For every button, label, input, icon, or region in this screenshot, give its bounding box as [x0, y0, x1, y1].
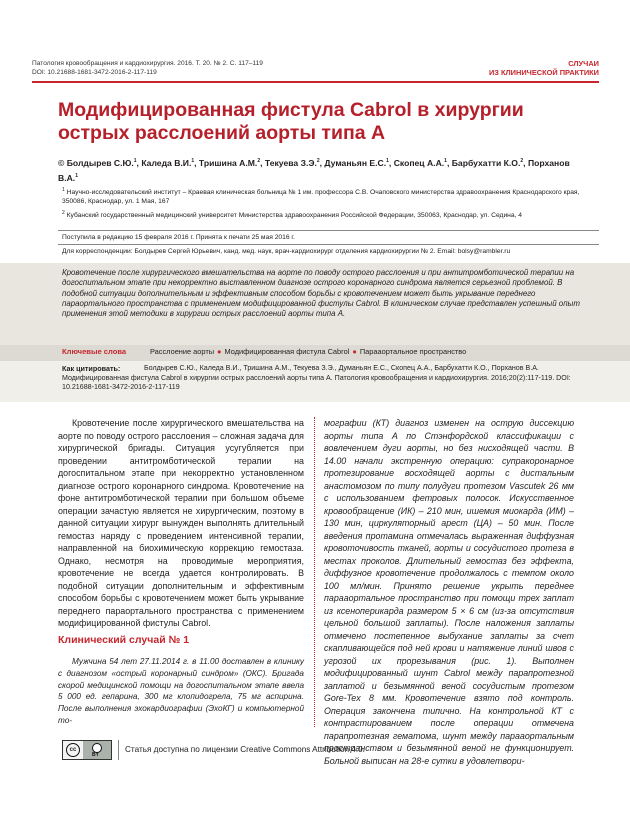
- received-dates: Поступила в редакцию 15 февраля 2016 г. Принята к печати 25 мая 2016 г.: [62, 234, 295, 241]
- license-divider: [118, 740, 119, 760]
- column-divider: [314, 417, 315, 727]
- keywords-label: Ключевые слова: [62, 347, 127, 356]
- journal-info: [32, 59, 263, 77]
- keywords-list: Расслоение аорты ● Модифицированная фистула Cabrol ● Парааортальное пространство: [150, 347, 467, 356]
- keyword: Расслоение аорты: [150, 347, 215, 356]
- copyright-symbol: ©: [58, 157, 65, 168]
- author: Болдырев С.Ю.$^1$,: [66, 157, 139, 168]
- section-label-line1: СЛУЧАИ: [568, 59, 599, 68]
- case-paragraph: [58, 656, 304, 727]
- section-label: [489, 59, 599, 77]
- keyword: Модифицированная фистула Cabrol: [224, 347, 350, 356]
- author: Барбухатти К.О.$^2$,: [451, 157, 526, 168]
- journal-doi: DOI: 10.21688-1681-3472-2016-2-117-119: [32, 69, 157, 76]
- affiliation-2: $^2$ Кубанский государственный медицинский университет Министерства здравоохранения Российской Федерации, 350063, Краснодар, ул. Седина, 4: [62, 210, 523, 220]
- by-label: BY: [92, 752, 99, 758]
- citation-text: Болдырев С.Ю., Каледа В.И., Тришина А.М., Текуева З.Э., Думаньян Е.С., Скопец А.А., Барбухатти К.О., Порханов В.А. Модифицированная фистула Cabrol в хирургии острых расслоений аорты типа А. Патология кровообращения и кардиохирургия. 2016;20(2):117-119. DOI: 10.21688-1681-3472-2016-2-117-119: [62, 364, 571, 391]
- author: Текуева З.Э.$^2$,: [264, 157, 323, 168]
- divider: [58, 230, 599, 231]
- author: Скопец А.А.$^1$,: [393, 157, 450, 168]
- right-column: [324, 417, 574, 767]
- divider: [58, 244, 599, 245]
- section-label-line2: ИЗ КЛИНИЧЕСКОЙ ПРАКТИКИ: [488, 68, 599, 77]
- author: Тришина А.М.$^2$,: [198, 157, 263, 168]
- cc-icon: cc: [66, 743, 80, 757]
- citation-label: Как цитировать:: [62, 364, 121, 373]
- intro-paragraph: [58, 417, 304, 630]
- abstract-text: Кровотечение после хирургического вмешательства на аорте по поводу острого расслоения и при антитромботической терапии на догоспитальном этапе при некорректно выставленном диагнозе острого коронарного синдрома является серьезной проблемой. В подобной ситуации дополнительным и эффективным способом борьбы с кровотечением может быть укрывание переднего параортального пространства с применением модифицированной фистулы Cabrol. В клиническом случае представлен успешный опыт применения этой методики в хирургии острых расслоений аорты типа А.: [62, 268, 580, 319]
- case-heading: Клинический случай № 1: [58, 634, 190, 646]
- correspondence: Для корреспонденции: Болдырев Сергей Юрьевич, канд. мед. наук, врач-кардиохирург отделения кардиохирургии № 2. Email: bolsy@rambler.ru: [62, 248, 511, 255]
- article-title: Модифицированная фистула Cabrol в хирургии острых расслоений аорты типа А: [58, 99, 524, 144]
- author: Порханов В.А.$^1$: [58, 157, 570, 183]
- affiliation-1: $^1$ Научно-исследовательский институт – Краевая клиническая больница № 1 им. профессора С.В. Очаповского министерства здравоохранения Краснодарского края, 350086, Краснодар, ул. 1 Мая, 167: [62, 187, 580, 206]
- keyword: Парааортальное пространство: [359, 347, 467, 356]
- author: Каледа В.И.$^1$,: [141, 157, 197, 168]
- header-rule: [32, 81, 599, 83]
- author: Думаньян Е.С.$^1$,: [324, 157, 392, 168]
- cc-license-icon: [62, 740, 112, 760]
- by-icon: [83, 741, 111, 759]
- author-list: [58, 155, 583, 185]
- intro-text: Кровотечение после хирургического вмешательства на аорте по поводу острого расслоения – сложная задача для хирургической бригады. Ситуация усугубляется при проведении антитромботической терапии на догоспитальном этапе при некорректно установленном диагнозе острого коронарного синдрома. Кровотечение на фоне антитромботической терапии при большом объеме операции зачастую является не хирургическим, поэтому в данной ситуации хирург вынужден выполнять длительный гемостаз наряду с проведением интенсивной терапии, направленной на биохимическую коррекцию гемостаза. Однако, несмотря на проводимые мероприятия, кровотечение не всегда удается контролировать. В подобной ситуации дополнительным и эффективным способом борьбы с кровотечением может быть укрывание переднего параортального пространства с применением модифицированной фистулы Cabrol.: [58, 418, 304, 628]
- journal-citation: Патология кровообращения и кардиохирургия. 2016. Т. 20. № 2. С. 117–119: [32, 60, 263, 67]
- license-text: Статья доступна по лицензии Creative Commons Attribution 4.0.: [125, 745, 365, 754]
- case-text: Мужчина 54 лет 27.11.2014 г. в 11.00 доставлен в клинику с диагнозом «острый коронарный синдром» (ОКС). Бригада скорой медицинской помощи на догоспитальном этапе ввела 5 000 ед. гепарина, 300 мг клопидогрела, 75 мг аспирина. После выполнения эхокардиографии (ЭхоКГ) и компьютерной то-: [58, 657, 304, 725]
- right-column-text: мографии (КТ) диагноз изменен на острую диссекцию аорты типа А по Стэнфордской классификации с вовлечением дуги аорты, но без нисходящей части. В 14.00 начали экстренную операцию: супракоронарное протезирование восходящей аорты с дистальным анастомозом по типу полудуги протезом Vascutek 26 мм с использованием фетровых полосок. Искусственное кровообращение (ИК) – 210 мин, ишемия миокарда (ИМ) – 130 мин, циркуляторный арест (ЦА) – 50 мин. После введения протамина отмечалась выраженная диффузная кровоточивость тканей, аорты и сосудистого протеза в местах проколов. Длительный гемостаз без эффекта, диффузное кровотечение продолжалось с темпом около 100 мл/мин. Принято решение укрыть переднее парааортальное пространство при помощи трех заплат из ксеноперикарда размером 5 × 6 см (из-за отсутствия цельной большой заплаты). После наложения заплаты отмечено постепенное выбухание заплаты за счет скапливающейся под ней крови и натяжение линий швов с угрозой их прорезывания (рис. 1). Выполнен модифицированный шунт Cabrol между парапротезной заплатой и безымянной веной сосудистым протезом Gore-Tex 8 мм. Кровотечение взято под контроль. Операция закончена типично. На контрольной КТ с контрастированием после операции отмечена парапротезная гематома, шунт между парааортальным пространством и безымянной веной не функционирует. Больной выписан на 28-е сутки в удовлетвори-: [324, 418, 574, 766]
